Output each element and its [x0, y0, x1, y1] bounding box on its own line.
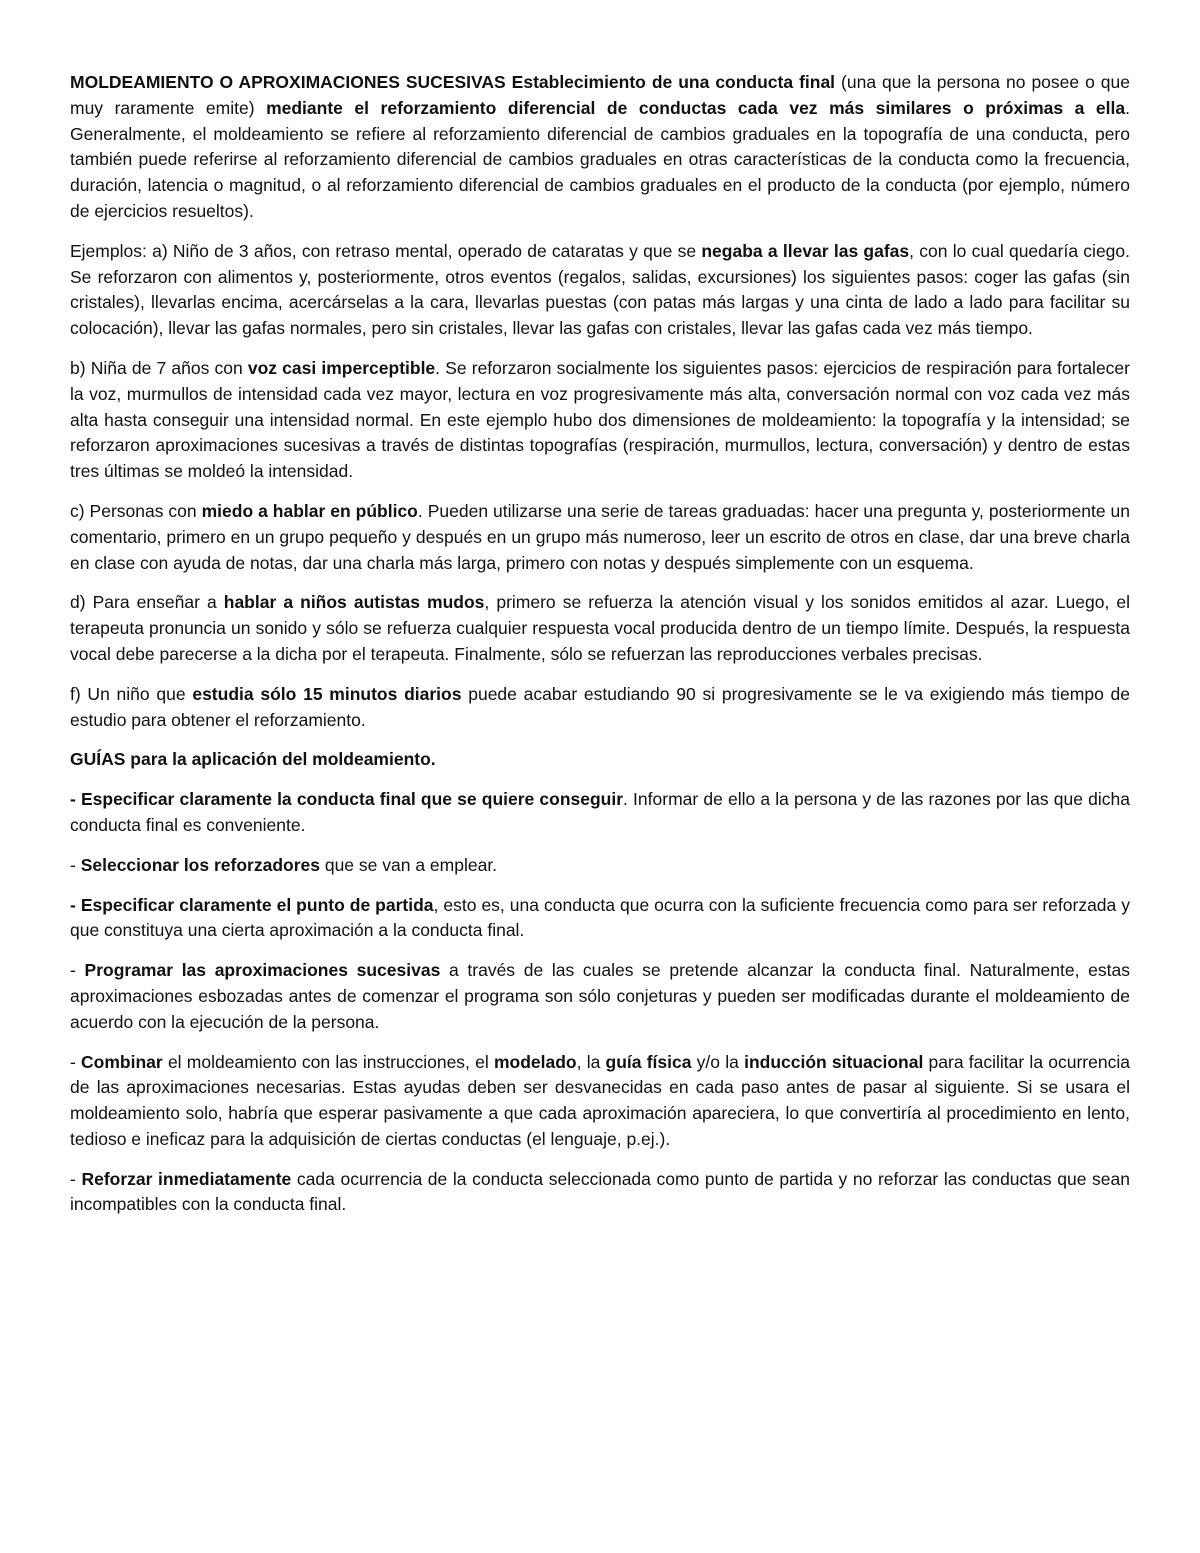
text-segment: , la: [576, 1051, 606, 1072]
text-segment: (una que la persona no posee o que muy raramente emite): [70, 72, 1131, 118]
text-segment: Combinar: [81, 1051, 163, 1072]
text-segment: Reforzar inmediatamente: [81, 1168, 292, 1189]
text-segment: cada ocurrencia de la conducta seleccionada como punto de partida y no reforzar las conductas que sean incompatibles con la conducta final.: [70, 1168, 1130, 1215]
text-segment: puede acabar estudiando 90 si progresivamente se le va exigiendo más tiempo de estudio para obtener el reforzamiento.: [70, 683, 1131, 730]
text-segment: guía física: [605, 1051, 692, 1072]
text-segment: . Informar de ello a la persona y de las razones por las que dicha conducta final es conveniente.: [70, 789, 1130, 835]
guide-item-final-behavior: [70, 787, 1130, 839]
section-heading-guias: [70, 747, 1130, 773]
text-segment: a través de las cuales se pretende alcanzar la conducta final. Naturalmente, estas aproximaciones esbozadas antes de comenzar el programa son sólo conjeturas y pueden ser modificadas durante el moldeamiento de acuerdo con la ejecución de la persona.: [70, 960, 1130, 1032]
paragraph-example-b: [70, 356, 1130, 485]
text-segment: -: [70, 854, 81, 875]
paragraph-intro: [70, 70, 1130, 225]
text-segment: - Especificar claramente la conducta final que se quiere conseguir: [70, 789, 624, 810]
guide-item-reinforce-immediately: [70, 1167, 1130, 1219]
paragraph-example-c: [70, 499, 1130, 576]
guide-item-reinforcers: [70, 853, 1130, 879]
text-segment: hablar a niños autistas mudos: [223, 592, 485, 613]
text-segment: mediante el reforzamiento diferencial de conductas cada vez más similares o próximas a ella: [266, 97, 1126, 118]
text-segment: Programar las aproximaciones sucesivas: [84, 960, 441, 981]
text-segment: d) Para enseñar a: [70, 592, 224, 613]
text-segment: b) Niña de 7 años con: [70, 357, 248, 378]
text-segment: modelado: [493, 1051, 577, 1072]
text-segment: negaba a llevar las gafas: [701, 240, 910, 261]
text-segment: -: [70, 1168, 82, 1189]
text-segment: voz casi imperceptible: [247, 357, 436, 378]
text-segment: miedo a hablar en público: [201, 500, 418, 521]
text-segment: el moldeamiento con las instrucciones, el: [162, 1051, 494, 1072]
paragraph-example-d: [70, 590, 1130, 667]
text-segment: , con lo cual quedaría ciego. Se reforzaron con alimentos y, posteriormente, otros eventos (regalos, salidas, excursiones) los siguientes pasos: coger las gafas (sin cristales), llevarlas encima, acercárselas a la cara, llevarlas puestas (con patas más largas y una cinta de lado a lado para facilitar su colocación), llevar las gafas normales, pero sin cristales, llevar las gafas con cristales, llevar las gafas cada vez más tiempo.: [70, 240, 1131, 339]
text-segment: MOLDEAMIENTO O APROXIMACIONES SUCESIVAS Establecimiento de una conducta final: [70, 72, 836, 92]
paragraph-example-a: [70, 239, 1130, 342]
text-segment: para facilitar la ocurrencia de las aproximaciones necesarias. Estas ayudas deben ser desvanecidas en cada paso antes de pasar al siguiente. Si se usara el moldeamiento solo, habría que esperar pasivamente a que cada aproximación apareciera, lo que convertiría al procedimiento en lento, tedioso e ineficaz para la adquisición de ciertas conductas (el lenguaje, p.ej.).: [70, 1051, 1130, 1149]
text-segment: , primero se refuerza la atención visual y los sonidos emitidos al azar. Luego, el terapeuta pronuncia un sonido y sólo se refuerza cualquier respuesta vocal producida dentro de un tiempo límite. Después, la respuesta vocal debe parecerse a la dicha por el terapeuta. Finalmente, sólo se refuerzan las reproducciones verbales precisas.: [70, 592, 1130, 664]
text-segment: . Generalmente, el moldeamiento se refiere al reforzamiento diferencial de cambios graduales en la topografía de una conducta, pero también puede referirse al reforzamiento diferencial de cambios graduales en otras características de la conducta como la frecuencia, duración, latencia o magnitud, o al reforzamiento diferencial de cambios graduales en el producto de la conducta (por ejemplo, número de ejercicios resueltos).: [70, 97, 1130, 221]
paragraph-example-f: [70, 682, 1130, 734]
text-segment: f) Un niño que: [70, 683, 193, 704]
text-segment: . Pueden utilizarse una serie de tareas graduadas: hacer una pregunta y, posteriormente un comentario, primero en un grupo pequeño y después en un grupo más numeroso, leer un escrito de otros en clase, dar una breve charla en clase con ayuda de notas, dar una charla más larga, primero con notas y después simplemente con un esquema.: [70, 500, 1130, 573]
guide-item-successive-approximations: [70, 958, 1130, 1035]
text-segment: GUÍAS para la aplicación del moldeamiento.: [70, 749, 436, 770]
text-segment: inducción situacional: [744, 1051, 924, 1072]
text-segment: estudia sólo 15 minutos diarios: [192, 683, 462, 704]
text-segment: -: [70, 960, 85, 981]
text-segment: , esto es, una conducta que ocurra con la suficiente frecuencia como para ser reforzada y que constituya una cierta aproximación a la conducta final.: [70, 894, 1131, 941]
text-segment: c) Personas con: [70, 500, 202, 521]
text-segment: -: [70, 1051, 82, 1072]
guide-item-starting-point: [70, 893, 1130, 945]
guide-item-combine: [70, 1050, 1130, 1153]
text-segment: y/o la: [691, 1051, 745, 1072]
text-segment: - Especificar claramente el punto de partida: [70, 894, 434, 915]
text-segment: que se van a emplear.: [319, 854, 498, 875]
text-segment: Seleccionar los reforzadores: [80, 854, 320, 875]
document-page: [70, 70, 1130, 1232]
text-segment: Ejemplos: a) Niño de 3 años, con retraso mental, operado de cataratas y que se: [70, 240, 702, 261]
text-segment: . Se reforzaron socialmente los siguientes pasos: ejercicios de respiración para fortalecer la voz, murmullos de intensidad cada vez mayor, lectura en voz progresivamente más alta, conversación normal con voz cada vez más alta hasta conseguir una intensidad normal. En este ejemplo hubo dos dimensiones de moldeamiento: la topografía y la intensidad; se reforzaron aproximaciones sucesivas a través de distintas topografías (respiración, murmullos, lectura, conversación) y dentro de estas tres últimas se moldeó la intensidad.: [70, 357, 1130, 482]
